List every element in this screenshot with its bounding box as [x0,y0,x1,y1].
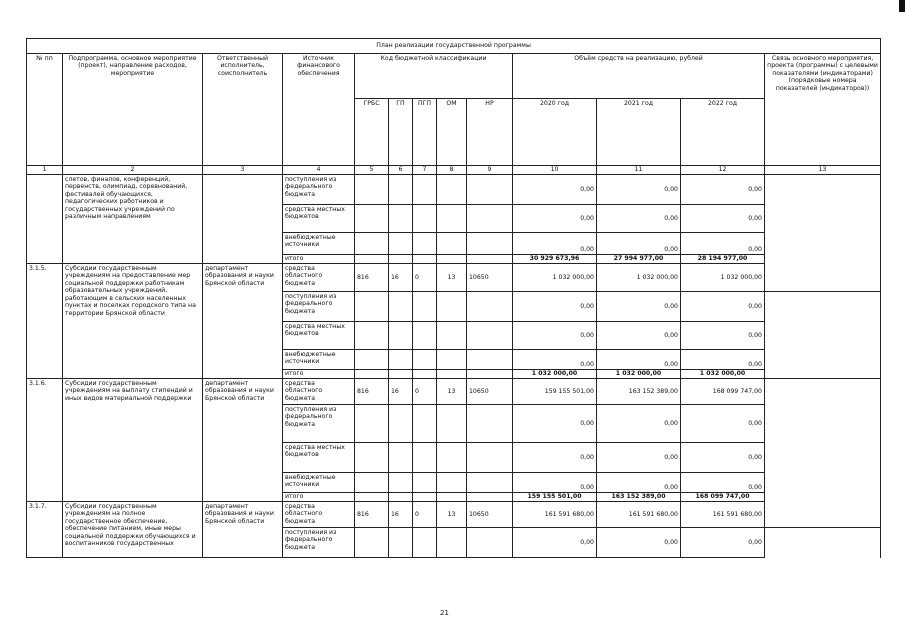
src-regional: средства областного бюджета [283,379,355,405]
value-cell: 0,00 [681,528,765,558]
header-om: ОМ [437,99,467,166]
header-grbs: ГРБС [355,99,389,166]
kbk-np: 10650 [467,502,513,528]
page-number: 21 [440,609,449,617]
row-text: Субсидии государственным учреждениям на полное государственное обеспечение, обеспечение питанием, иные меры социальной поддержки обучающихся и воспитанников государственных [63,502,203,558]
src-extra: внебюджетные источники [283,350,355,370]
value-cell: 0,00 [597,292,681,322]
value-cell: 0,00 [597,405,681,443]
kbk-grbs: 816 [355,502,389,528]
value-cell: 0,00 [597,443,681,473]
value-cell: 0,00 [597,350,681,370]
table-row [27,175,881,205]
header-link: Связь основного мероприятия, проекта (программы) с целевыми показателями (индикаторами) (порядковые номера показателей (индикаторов)) [765,54,881,166]
value-cell: 161 591 680,00 [597,502,681,528]
total-cell: 27 994 977,00 [597,255,681,264]
cont-text: слетов, финалов, конференций, первенств, олимпиад, соревнований, фестивалей обучающихся, педагогических работников и государственных учреждений по различным направлениям [63,175,203,264]
kbk-om: 13 [437,502,467,528]
total-cell: 30 929 673,96 [513,255,597,264]
table-row [27,379,881,405]
total-cell: 1 032 000,00 [597,370,681,379]
total-cell: 28 194 977,00 [681,255,765,264]
value-cell: 0,00 [597,233,681,255]
value-cell: 1 032 000,00 [513,264,597,292]
value-cell: 0,00 [597,528,681,558]
value-cell: 1 032 000,00 [597,264,681,292]
total-cell: 159 155 501,00 [513,493,597,502]
kbk-om: 13 [437,264,467,292]
colnum: 13 [765,166,881,175]
total-cell: 168 099 747,00 [681,493,765,502]
kbk-np: 10650 [467,264,513,292]
value-cell: 0,00 [597,205,681,233]
total-cell: 163 152 389,00 [597,493,681,502]
colnum: 2 [63,166,203,175]
src-local: средства местных бюджетов [283,443,355,473]
value-cell: 0,00 [513,175,597,205]
value-cell: 0,00 [513,322,597,350]
header-pgp: ПГП [413,99,437,166]
kbk-grbs: 816 [355,379,389,405]
total-cell: 1 032 000,00 [681,370,765,379]
value-cell: 0,00 [513,205,597,233]
row-number: 3.1.7. [27,502,63,558]
colnum: 7 [413,166,437,175]
table-title: План реализации государственной программы [27,39,881,54]
src-federal: поступления из федерального бюджета [283,175,355,205]
kbk-om: 13 [437,379,467,405]
src-total: итого [283,255,355,264]
value-cell: 0,00 [513,292,597,322]
src-extra: внебюджетные источники [283,473,355,493]
header-row [27,54,881,99]
value-cell: 0,00 [681,443,765,473]
plan-table [26,38,881,558]
kbk-gp: 16 [389,502,413,528]
colnum: 9 [467,166,513,175]
value-cell: 0,00 [681,473,765,493]
value-cell: 163 152 389,00 [597,379,681,405]
value-cell: 0,00 [513,233,597,255]
value-cell: 0,00 [513,473,597,493]
value-cell: 161 591 680,00 [513,502,597,528]
value-cell: 0,00 [513,405,597,443]
header-source: Источник финансового обеспечения [283,54,355,166]
value-cell: 159 155 501,00 [513,379,597,405]
value-cell: 0,00 [681,205,765,233]
value-cell: 0,00 [597,175,681,205]
src-regional: средства областного бюджета [283,264,355,292]
header-2021: 2021 год [597,99,681,166]
cont-num [27,175,63,264]
row-responsible: департамент образования и науки Брянской области [203,264,283,379]
value-cell: 0,00 [597,322,681,350]
value-cell: 0,00 [681,350,765,370]
header-gp: ГП [389,99,413,166]
header-volume: Объём средств на реализацию, рублей [513,54,765,99]
table-row [27,502,881,528]
kbk-grbs: 816 [355,264,389,292]
cont-resp [203,175,283,264]
row-responsible: департамент образования и науки Брянской области [203,379,283,502]
value-cell: 0,00 [681,292,765,322]
src-local: средства местных бюджетов [283,322,355,350]
colnum: 8 [437,166,467,175]
total-cell: 1 032 000,00 [513,370,597,379]
kbk-pgp: 0 [413,379,437,405]
value-cell: 0,00 [681,233,765,255]
row-text: Субсидии государственным учреждениям на выплату стипендий и иных видов материальной поддержки [63,379,203,502]
colnum: 6 [389,166,413,175]
src-local: средства местных бюджетов [283,205,355,233]
row-text: Субсидии государственным учреждениям на предоставление мер социальной поддержки работникам образовательных учреждений, работающим в сельских населенных пунктах и поселках городского типа на территории Брянской области [63,264,203,379]
kbk-gp: 16 [389,264,413,292]
link-cell [765,175,881,292]
src-extra: внебюджетные источники [283,233,355,255]
header-2020: 2020 год [513,99,597,166]
colnum: 3 [203,166,283,175]
header-responsible: Ответственный исполнитель, соисполнитель [203,54,283,166]
colnum: 12 [681,166,765,175]
value-cell: 0,00 [513,528,597,558]
table-row [27,264,881,292]
row-number: 3.1.5. [27,264,63,379]
header-subprogram: Подпрограмма, основное мероприятие (проект), направление расходов, мероприятие [63,54,203,166]
value-cell: 161 591 680,00 [681,502,765,528]
src-federal: поступления из федерального бюджета [283,528,355,558]
header-num: № пп [27,54,63,166]
value-cell: 0,00 [597,473,681,493]
value-cell: 168 099 747,00 [681,379,765,405]
document-page [26,38,880,558]
kbk-gp: 16 [389,379,413,405]
colnum: 1 [27,166,63,175]
src-federal: поступления из федерального бюджета [283,292,355,322]
title-row [27,39,881,54]
header-kbk: Код бюджетной классификации [355,54,513,99]
kbk-pgp: 0 [413,502,437,528]
kbk-pgp: 0 [413,264,437,292]
value-cell: 1 032 000,00 [681,264,765,292]
value-cell: 0,00 [681,322,765,350]
kbk-np: 10650 [467,379,513,405]
value-cell: 0,00 [513,350,597,370]
src-total: итого [283,493,355,502]
value-cell: 0,00 [681,405,765,443]
row-number: 3.1.6. [27,379,63,502]
colnum: 10 [513,166,597,175]
header-2022: 2022 год [681,99,765,166]
link-cell [765,379,881,528]
src-federal: поступления из федерального бюджета [283,405,355,443]
src-total: итого [283,370,355,379]
column-number-row [27,166,881,175]
value-cell: 0,00 [513,443,597,473]
colnum: 4 [283,166,355,175]
colnum: 5 [355,166,389,175]
colnum: 11 [597,166,681,175]
row-responsible: департамент образования и науки Брянской области [203,502,283,558]
edge-mark [899,0,905,12]
value-cell: 0,00 [681,175,765,205]
header-np: НР [467,99,513,166]
src-regional: средства областного бюджета [283,502,355,528]
